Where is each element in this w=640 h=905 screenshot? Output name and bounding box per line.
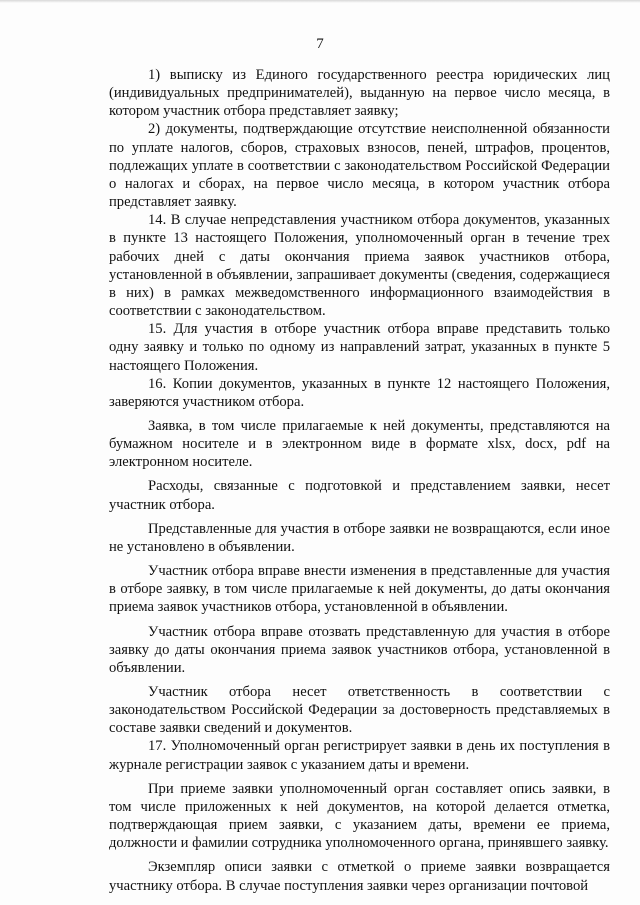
paragraph-application-format: Заявка, в том числе прилагаемые к ней документы, представляются на бумажном носителе и в электронном виде в формате xlsx, docx, pdf на электронном носителе. bbox=[109, 417, 610, 471]
paragraph-withdraw: Участник отбора вправе отозвать представленную для участия в отборе заявку до даты окончания приема заявок участников отбора, установленной в объявлении. bbox=[109, 623, 610, 676]
paragraph-clause-14: 14. В случае непредставления участником отбора документов, указанных в пункте 13 настоящего Положения, уполномоченный орган в течение трех рабочих дней с даты окончания приема заявок участников отбора, установленной в объявлении, запрашивает документы (сведения, содержащиеся в них) в рамках межведомственного информационного взаимодействия в соответствии с законодательством. bbox=[109, 212, 610, 320]
paragraph-list-item-2: 2) документы, подтверждающие отсутствие неисполненной обязанности по уплате налогов, сборов, страховых взносов, пеней, штрафов, процентов, подлежащих уплате в соответствии с законодательством Российской Федерации о налогах и сборах, на первое число месяца, в котором участник отбора представляет заявку. bbox=[109, 121, 610, 211]
paragraph-inventory-copy: Экземпляр описи заявки с отметкой о приеме заявки возвращается участнику отбора. В случае поступления заявки через организации почтовой bbox=[109, 859, 610, 894]
paragraph-responsibility: Участник отбора несет ответственность в соответствии с законодательством Российской Федерации за достоверность представляемых в составе заявки сведений и документов. bbox=[109, 684, 610, 737]
paragraph-inventory: При приеме заявки уполномоченный орган составляет опись заявки, в том числе приложенных к ней документов, на которой делается отметка, подтверждающая прием заявки, с указанием даты, времени ее приема, должности и фамилии сотрудника уполномоченного органа, принявшего заявку. bbox=[109, 780, 610, 852]
paragraph-changes: Участник отбора вправе внести изменения в представленные для участия в отборе заявку, в том числе прилагаемые к ней документы, до даты окончания приема заявок участников отбора, установленной в объявлении. bbox=[109, 563, 610, 616]
paragraph-expenses: Расходы, связанные с подготовкой и представлением заявки, несет участник отбора. bbox=[109, 478, 610, 513]
paragraph-list-item-1: 1) выписку из Единого государственного реестра юридических лиц (индивидуальных предпринимателей), выданную на первое число месяца, в котором участник отбора представляет заявку; bbox=[109, 67, 610, 120]
paragraph-clause-16: 16. Копии документов, указанных в пункте 12 настоящего Положения, заверяются участником отбора. bbox=[109, 375, 610, 410]
page-top-edge bbox=[0, 0, 640, 3]
page-number: 7 bbox=[316, 36, 324, 52]
document-body bbox=[109, 66, 610, 895]
paragraph-clause-17: 17. Уполномоченный орган регистрирует заявки в день их поступления в журнале регистрации заявок с указанием даты и времени. bbox=[109, 738, 610, 773]
paragraph-not-returned: Представленные для участия в отборе заявки не возвращаются, если иное не установлено в объявлении. bbox=[109, 520, 610, 555]
paragraph-clause-15: 15. Для участия в отборе участник отбора вправе представить только одну заявку и только по одному из направлений затрат, указанных в пункте 5 настоящего Положения. bbox=[109, 321, 610, 374]
